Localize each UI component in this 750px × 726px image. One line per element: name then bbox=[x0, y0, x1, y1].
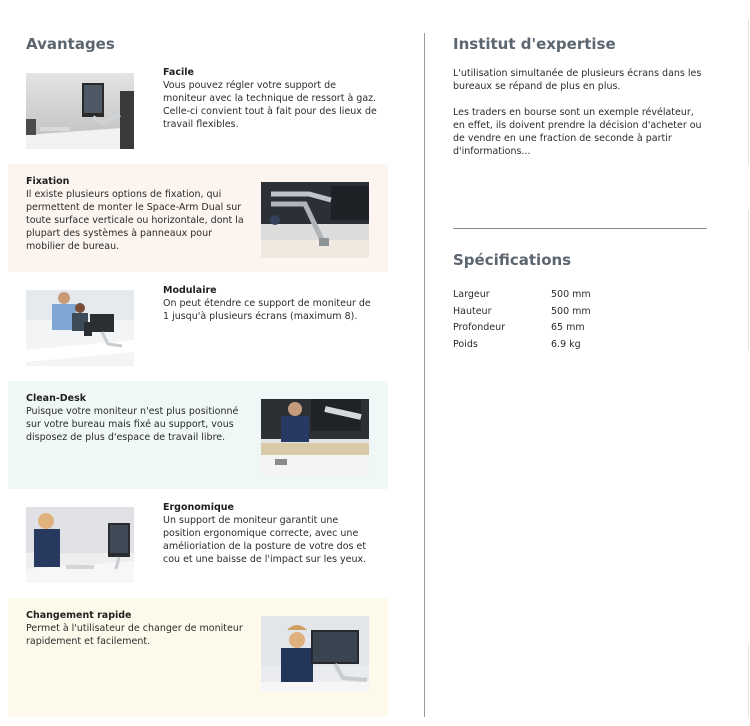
feature-text: Permet à l'utilisateur de changer de moniteur rapidement et facilement. bbox=[26, 623, 243, 647]
edge-line bbox=[748, 645, 749, 717]
spec-label: Hauteur bbox=[453, 305, 492, 317]
specifications-table bbox=[453, 287, 673, 353]
feature-facile bbox=[8, 62, 388, 162]
feature-ergonomique bbox=[8, 494, 388, 594]
feature-image-facile bbox=[26, 73, 134, 149]
expertise-paragraph-1: L'utilisation simultanée de plusieurs écrans dans les bureaux se répand de plus en plus. bbox=[453, 68, 702, 92]
feature-image-modulaire bbox=[26, 290, 134, 366]
spec-row bbox=[453, 304, 673, 321]
column-divider bbox=[424, 33, 425, 717]
advantages-heading: Avantages bbox=[26, 35, 115, 53]
feature-text: Il existe plusieurs options de fixation, qui permettent de monter le Space-Arm Dual sur toute surface verticale ou horizontale, dont la plupart des systèmes à panneaux pour mobilier de bureau. bbox=[26, 189, 244, 252]
feature-image-ergonomique bbox=[26, 507, 134, 583]
spec-label: Profondeur bbox=[453, 322, 506, 333]
feature-title: Modulaire bbox=[163, 285, 217, 296]
feature-text: Puisque votre moniteur n'est plus positionné sur votre bureau mais fixé au support, vous disposez de plus d'espace de travail libre. bbox=[26, 406, 239, 443]
feature-image-changement-rapide bbox=[261, 616, 369, 692]
spec-value: 500 mm bbox=[551, 289, 591, 300]
feature-fixation bbox=[8, 164, 388, 272]
feature-modulaire bbox=[8, 276, 388, 376]
feature-text: Un support de moniteur garantit une position ergonomique correcte, avec une amélioriation de la posture de votre dos et cou et une baisse de l'impact sur les yeux. bbox=[163, 515, 367, 565]
feature-title: Ergonomique bbox=[163, 502, 234, 513]
feature-text: Vous pouvez régler votre support de moniteur avec la technique de ressort à gaz. Celle-ci convient tout à fait pour des lieux de travail flexibles. bbox=[163, 80, 377, 130]
spec-row bbox=[453, 320, 673, 337]
feature-title: Facile bbox=[163, 67, 194, 78]
feature-text: On peut étendre ce support de moniteur de 1 jusqu'à plusieurs écrans (maximum 8). bbox=[163, 298, 371, 322]
expertise-heading: Institut d'expertise bbox=[453, 35, 616, 53]
specifications-heading: Spécifications bbox=[453, 251, 572, 269]
feature-clean-desk bbox=[8, 381, 388, 489]
feature-changement-rapide bbox=[8, 598, 388, 717]
spec-label: Poids bbox=[453, 338, 478, 350]
section-separator bbox=[453, 228, 707, 229]
spec-value: 65 mm bbox=[551, 322, 585, 333]
spec-row bbox=[453, 337, 673, 354]
feature-title: Changement rapide bbox=[26, 610, 132, 621]
edge-line bbox=[748, 210, 749, 350]
spec-value: 500 mm bbox=[551, 305, 591, 317]
edge-line bbox=[748, 20, 749, 165]
spec-label: Largeur bbox=[453, 289, 490, 300]
feature-image-fixation bbox=[261, 182, 369, 258]
expertise-paragraph-2: Les traders en bourse sont un exemple révélateur, en effet, ils doivent prendre la décision d'acheter ou de vendre en une fraction de seconde à partir d'informations... bbox=[453, 107, 702, 157]
feature-title: Clean-Desk bbox=[26, 393, 87, 404]
spec-row bbox=[453, 287, 673, 304]
feature-image-clean-desk bbox=[261, 399, 369, 475]
feature-title: Fixation bbox=[26, 176, 70, 187]
spec-value: 6.9 kg bbox=[551, 338, 581, 350]
